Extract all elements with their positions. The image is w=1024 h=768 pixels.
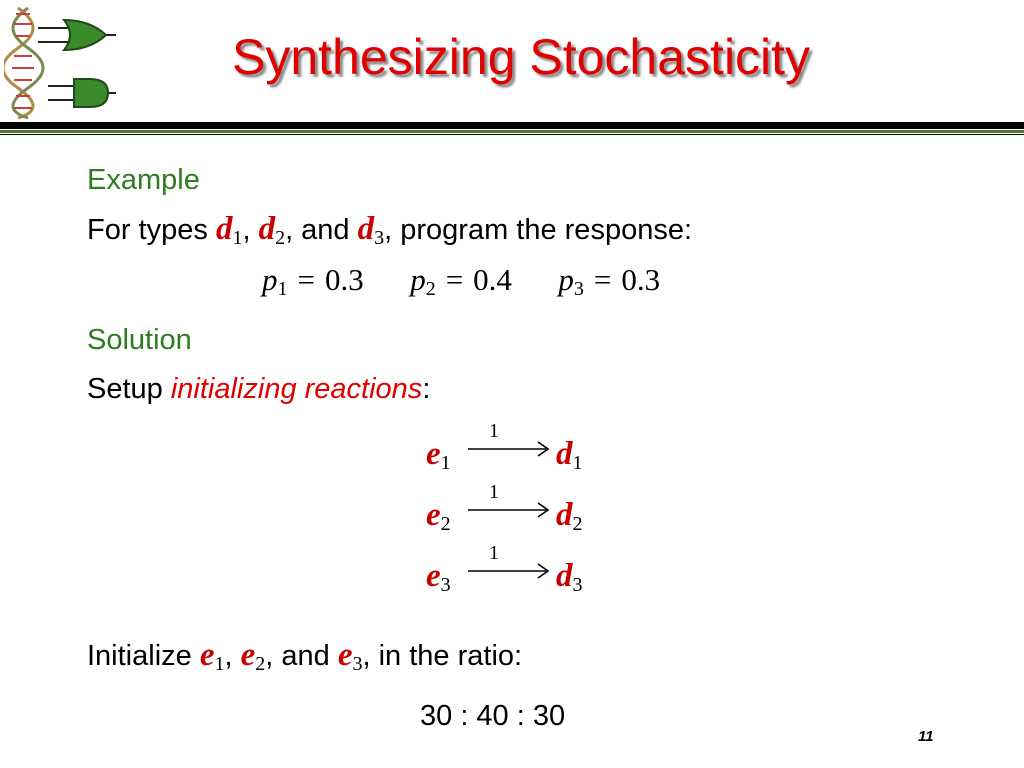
reaction-1-lhs-var: e [426, 436, 441, 472]
reaction-3-rate: 1 [489, 542, 499, 564]
example-heading: Example [87, 164, 200, 196]
reaction-3-lhs-var: e [426, 558, 441, 594]
reaction-2-lhs-sub: 2 [440, 513, 451, 535]
title-divider-thin [0, 134, 1024, 135]
page-number: 11 [918, 728, 934, 745]
title-divider-accent [0, 130, 1024, 133]
reaction-1-lhs [426, 436, 451, 473]
right-arrow-icon [468, 438, 550, 460]
init-sub-1: 1 [214, 653, 225, 675]
init-var-3: e [337, 637, 353, 673]
prob-eq-1: = [297, 262, 315, 297]
slide-title: Synthesizing Stochasticity [232, 29, 811, 85]
probability-1 [262, 262, 364, 298]
type-sub-1: 1 [232, 227, 243, 249]
setup-prefix: Setup [87, 373, 171, 405]
probability-2 [410, 262, 512, 298]
prob-var-1: p [262, 262, 278, 297]
prob-value-3: 0.3 [621, 262, 661, 297]
init-var-1: e [199, 637, 215, 673]
reaction-3-lhs-sub: 3 [440, 574, 451, 596]
reaction-1 [426, 420, 606, 478]
prob-sub-3: 3 [573, 278, 584, 300]
reaction-2-rhs-sub: 2 [572, 513, 583, 535]
prob-value-2: 0.4 [473, 262, 512, 297]
type-sub-3: 3 [374, 227, 385, 249]
intro-suffix: , program the response: [384, 214, 693, 246]
ratio-value: 30 : 40 : 30 [420, 700, 566, 732]
title-divider [0, 122, 1024, 129]
prob-eq-3: = [593, 262, 612, 297]
type-var-1: d [215, 211, 233, 247]
right-arrow-icon [468, 499, 550, 521]
probability-row [262, 262, 702, 298]
prob-sub-2: 2 [425, 278, 436, 300]
initialize-line [87, 637, 522, 674]
prob-var-2: p [410, 262, 426, 297]
reaction-2-lhs-var: e [426, 497, 441, 533]
init-sep-1: , [224, 640, 241, 672]
init-prefix: Initialize [87, 640, 200, 672]
prob-value-1: 0.3 [324, 262, 364, 297]
example-intro [87, 211, 692, 248]
reaction-1-rate: 1 [489, 420, 499, 442]
dna-logic-gates-icon [4, 4, 119, 120]
intro-sep-1: , [242, 214, 259, 246]
init-sep-2: , and [265, 640, 338, 672]
setup-emphasis: initializing reactions [170, 373, 423, 405]
init-sub-3: 3 [352, 653, 363, 675]
right-arrow-icon [468, 560, 550, 582]
type-var-3: d [357, 211, 375, 247]
setup-line [87, 373, 430, 406]
setup-suffix: : [422, 373, 431, 405]
probability-3 [558, 262, 660, 298]
type-sub-2: 2 [275, 227, 286, 249]
reaction-3-lhs [426, 558, 451, 595]
intro-prefix: For types [87, 214, 216, 246]
init-var-2: e [240, 637, 256, 673]
reaction-2-rhs-var: d [556, 497, 573, 533]
prob-sub-1: 1 [277, 278, 288, 300]
reaction-3-rhs-var: d [556, 558, 573, 594]
intro-sep-2: , and [285, 214, 358, 246]
reaction-2-lhs [426, 497, 451, 534]
prob-eq-2: = [445, 262, 464, 297]
reaction-1-lhs-sub: 1 [440, 452, 451, 474]
reaction-3 [426, 542, 606, 600]
init-sub-2: 2 [255, 653, 266, 675]
reaction-3-rhs-sub: 3 [572, 574, 583, 596]
solution-heading: Solution [87, 324, 192, 356]
reaction-2-rhs [556, 497, 583, 534]
reaction-2-rate: 1 [489, 481, 499, 503]
prob-var-3: p [558, 262, 574, 297]
type-var-2: d [258, 211, 276, 247]
reaction-2 [426, 481, 606, 539]
reaction-3-rhs [556, 558, 583, 595]
reaction-1-rhs [556, 436, 583, 473]
reaction-1-rhs-sub: 1 [572, 452, 583, 474]
reaction-1-rhs-var: d [556, 436, 573, 472]
init-suffix: , in the ratio: [362, 640, 523, 672]
